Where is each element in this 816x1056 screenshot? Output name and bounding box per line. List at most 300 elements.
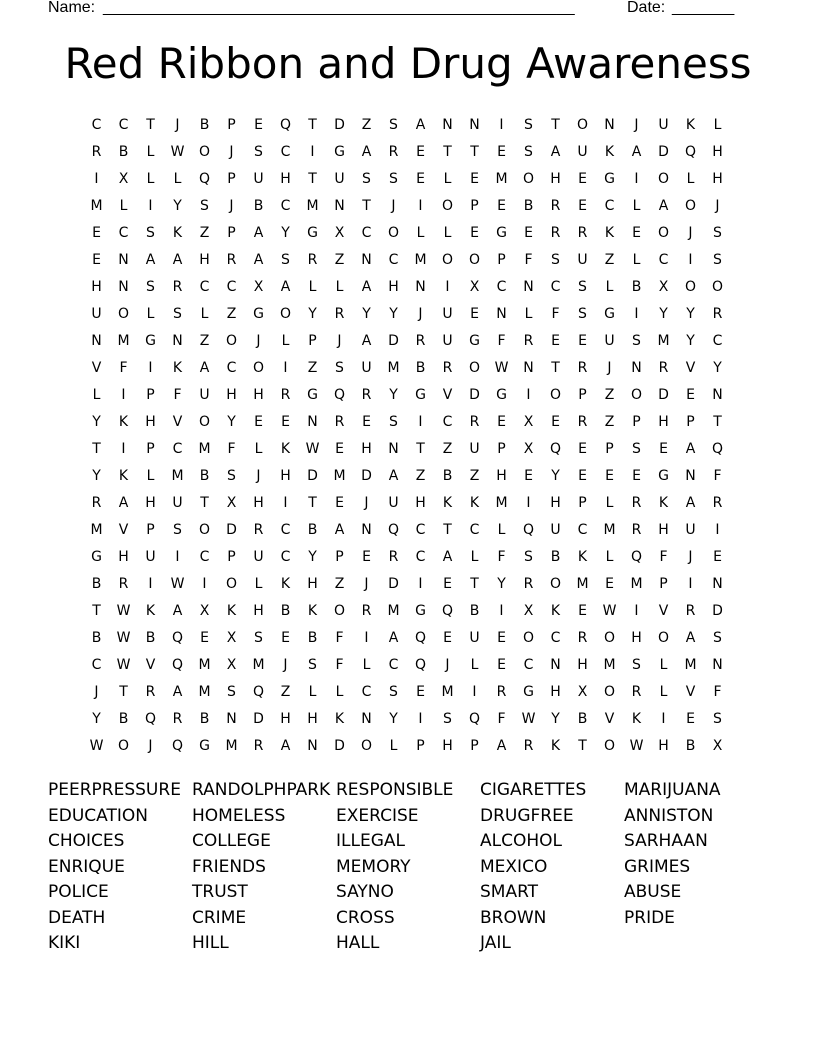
grid-letter: Q [333, 386, 346, 403]
grid-letter: R [226, 251, 237, 268]
grid-letter: N [415, 278, 426, 295]
grid-letter: V [91, 359, 102, 376]
word-bank-item: FRIENDS [192, 856, 266, 877]
word-bank-item: PRIDE [624, 907, 675, 928]
grid-letter: T [551, 116, 560, 133]
grid-letter: W [89, 738, 104, 755]
grid-letter: H [550, 170, 561, 187]
grid-letter: O [603, 630, 616, 647]
grid-letter: S [227, 467, 236, 484]
grid-letter: E [281, 630, 290, 647]
grid-letter: U [253, 549, 264, 566]
grid-letter: Q [144, 711, 157, 728]
grid-letter: Q [171, 630, 184, 647]
grid-letter: I [418, 413, 423, 430]
grid-letter: Q [171, 738, 184, 755]
grid-letter: K [442, 494, 453, 511]
grid-letter: E [632, 224, 641, 241]
grid-letter: M [576, 576, 589, 593]
grid-letter: N [550, 657, 561, 674]
grid-letter: P [578, 386, 587, 403]
grid-letter: R [523, 738, 534, 755]
word-bank-item: PEERPRESSURE [48, 780, 181, 800]
grid-letter: F [497, 549, 506, 566]
grid-letter: F [713, 684, 722, 701]
grid-letter: Z [415, 467, 426, 484]
grid-letter: B [415, 359, 426, 376]
grid-letter: D [388, 576, 399, 593]
grid-letter: B [118, 143, 129, 160]
grid-letter: O [684, 197, 697, 214]
grid-letter: P [146, 440, 155, 457]
grid-row [83, 489, 731, 516]
grid-letter: C [91, 116, 102, 133]
grid-letter: S [713, 630, 722, 647]
grid-letter: V [658, 603, 669, 620]
grid-letter: O [657, 224, 670, 241]
grid-letter: L [659, 684, 668, 701]
grid-letter: C [658, 251, 669, 268]
grid-letter: R [172, 711, 183, 728]
grid-letter: E [470, 224, 479, 241]
grid-letter: R [631, 684, 642, 701]
grid-letter: P [227, 224, 236, 241]
grid-letter: Y [92, 467, 101, 484]
grid-letter: G [415, 386, 426, 403]
grid-letter: E [416, 170, 425, 187]
grid-letter: D [658, 386, 669, 403]
grid-letter: A [361, 332, 372, 349]
grid-letter: C [442, 413, 453, 430]
grid-letter: U [361, 359, 372, 376]
grid-letter: L [416, 224, 425, 241]
grid-letter: K [172, 359, 183, 376]
grid-letter: V [145, 657, 156, 674]
grid-letter: R [91, 143, 102, 160]
grid-letter: N [523, 278, 534, 295]
grid-letter: G [604, 170, 615, 187]
grid-letter: R [415, 332, 426, 349]
grid-letter: S [146, 224, 155, 241]
grid-letter: L [92, 386, 101, 403]
grid-letter: W [116, 657, 131, 674]
grid-letter: B [118, 711, 129, 728]
grid-letter: A [361, 278, 372, 295]
grid-letter: F [659, 549, 668, 566]
grid-letter: K [658, 494, 669, 511]
grid-letter: T [200, 494, 209, 511]
grid-letter: B [442, 467, 453, 484]
grid-letter: O [360, 738, 373, 755]
grid-letter: S [281, 251, 290, 268]
grid-letter: H [226, 386, 237, 403]
grid-letter: P [497, 251, 506, 268]
grid-letter: S [362, 170, 371, 187]
grid-letter: I [310, 143, 315, 160]
word-bank-item: MARIJUANA [624, 780, 721, 800]
grid-letter: Y [92, 413, 101, 430]
grid-letter: J [229, 197, 234, 214]
grid-row [83, 652, 731, 679]
grid-letter: W [629, 738, 644, 755]
grid-letter: G [307, 386, 318, 403]
grid-letter: T [443, 143, 452, 160]
grid-row [83, 544, 731, 571]
grid-letter: E [497, 657, 506, 674]
grid-letter: J [418, 305, 423, 322]
grid-letter: P [146, 386, 155, 403]
grid-letter: H [307, 576, 318, 593]
grid-letter: U [442, 332, 453, 349]
grid-letter: A [685, 630, 696, 647]
grid-letter: O [387, 224, 400, 241]
grid-letter: U [685, 521, 696, 538]
grid-letter: S [551, 251, 560, 268]
grid-letter: I [283, 359, 288, 376]
grid-letter: E [470, 305, 479, 322]
grid-letter: E [200, 630, 209, 647]
grid-letter: T [308, 494, 317, 511]
grid-letter: K [172, 224, 183, 241]
word-bank-item: EDUCATION [48, 805, 148, 826]
grid-letter: M [603, 657, 616, 674]
grid-letter: F [227, 440, 236, 457]
grid-letter: H [253, 603, 264, 620]
grid-letter: Y [92, 711, 101, 728]
grid-letter: J [391, 197, 396, 214]
page-title: Red Ribbon and Drug Awareness [64, 39, 752, 88]
grid-letter: U [550, 521, 561, 538]
grid-letter: M [387, 603, 400, 620]
grid-letter: C [361, 684, 372, 701]
grid-letter: C [550, 278, 561, 295]
grid-letter: O [225, 332, 238, 349]
grid-letter: Q [684, 143, 697, 160]
word-bank-item: TRUST [192, 882, 248, 902]
grid-letter: C [604, 197, 615, 214]
grid-row [83, 273, 731, 300]
grid-letter: S [227, 684, 236, 701]
grid-letter: E [362, 413, 371, 430]
grid-letter: E [578, 603, 587, 620]
grid-letter: W [116, 630, 131, 647]
grid-row [83, 435, 731, 462]
grid-letter: E [605, 576, 614, 593]
grid-letter: E [524, 224, 533, 241]
grid-letter: H [577, 657, 588, 674]
grid-letter: J [715, 197, 720, 214]
grid-letter: H [145, 413, 156, 430]
grid-letter: E [281, 413, 290, 430]
grid-letter: J [634, 116, 639, 133]
grid-letter: C [118, 116, 129, 133]
grid-letter: S [524, 143, 533, 160]
grid-letter: K [685, 116, 696, 133]
grid-letter: T [470, 576, 479, 593]
grid-letter: O [468, 251, 481, 268]
grid-letter: E [713, 549, 722, 566]
grid-letter: N [307, 738, 318, 755]
grid-letter: F [497, 332, 506, 349]
grid-letter: E [443, 630, 452, 647]
grid-letter: B [280, 603, 291, 620]
grid-letter: K [280, 576, 291, 593]
grid-letter: P [686, 413, 695, 430]
grid-letter: Y [551, 467, 560, 484]
grid-letter: I [715, 521, 720, 538]
word-bank-item: JAIL [480, 933, 511, 953]
grid-letter: U [577, 143, 588, 160]
grid-letter: U [388, 494, 399, 511]
grid-letter: E [605, 467, 614, 484]
grid-letter: Y [686, 305, 695, 322]
grid-letter: H [307, 711, 318, 728]
word-search-grid [83, 111, 731, 760]
grid-letter: M [333, 467, 346, 484]
grid-letter: C [199, 278, 210, 295]
grid-letter: U [253, 170, 264, 187]
grid-letter: H [496, 467, 507, 484]
grid-row [83, 192, 731, 219]
grid-letter: U [91, 305, 102, 322]
grid-letter: B [469, 603, 480, 620]
grid-letter: J [256, 332, 261, 349]
grid-letter: N [442, 116, 453, 133]
grid-letter: I [634, 305, 639, 322]
grid-letter: F [497, 711, 506, 728]
grid-letter: U [145, 549, 156, 566]
grid-letter: L [119, 197, 128, 214]
grid-letter: A [685, 494, 696, 511]
word-bank-item: GRIMES [624, 856, 691, 877]
grid-letter: R [550, 197, 561, 214]
grid-letter: I [121, 440, 126, 457]
grid-letter: E [497, 630, 506, 647]
grid-letter: S [443, 711, 452, 728]
grid-letter: O [279, 305, 292, 322]
grid-letter: Z [604, 386, 615, 403]
grid-letter: U [658, 116, 669, 133]
grid-letter: R [118, 576, 129, 593]
grid-letter: N [631, 359, 642, 376]
grid-letter: X [226, 630, 237, 647]
grid-letter: R [388, 143, 399, 160]
grid-letter: L [470, 657, 479, 674]
grid-letter: R [577, 359, 588, 376]
grid-letter: T [146, 116, 155, 133]
grid-letter: H [91, 278, 102, 295]
grid-letter: B [685, 738, 696, 755]
grid-letter: S [524, 549, 533, 566]
grid-letter: V [172, 413, 183, 430]
grid-letter: A [388, 630, 399, 647]
grid-letter: Z [334, 251, 345, 268]
grid-letter: T [578, 738, 587, 755]
grid-letter: E [578, 440, 587, 457]
grid-letter: E [254, 413, 263, 430]
grid-letter: M [414, 251, 427, 268]
grid-letter: B [91, 576, 102, 593]
grid-letter: I [688, 251, 693, 268]
grid-letter: T [308, 116, 317, 133]
grid-letter: M [117, 332, 130, 349]
grid-letter: X [712, 738, 723, 755]
grid-letter: S [389, 684, 398, 701]
grid-letter: A [658, 197, 669, 214]
grid-letter: J [364, 494, 369, 511]
grid-letter: O [198, 143, 211, 160]
grid-letter: N [712, 576, 723, 593]
grid-letter: E [92, 224, 101, 241]
grid-letter: E [335, 440, 344, 457]
grid-letter: R [577, 224, 588, 241]
grid-row [83, 625, 731, 652]
grid-letter: U [199, 386, 210, 403]
grid-letter: U [469, 440, 480, 457]
grid-letter: N [361, 711, 372, 728]
grid-letter: Y [686, 332, 695, 349]
word-bank-column [48, 778, 192, 957]
grid-letter: P [578, 494, 587, 511]
grid-letter: D [469, 386, 480, 403]
grid-letter: Q [414, 630, 427, 647]
grid-letter: C [388, 251, 399, 268]
grid-letter: R [685, 603, 696, 620]
grid-letter: R [361, 603, 372, 620]
grid-letter: H [118, 549, 129, 566]
grid-letter: K [469, 494, 480, 511]
grid-letter: D [253, 711, 264, 728]
grid-letter: X [523, 603, 534, 620]
grid-letter: A [496, 738, 507, 755]
grid-letter: J [256, 467, 261, 484]
grid-row [83, 706, 731, 733]
grid-letter: Y [713, 359, 722, 376]
grid-letter: Q [441, 603, 454, 620]
grid-row [83, 516, 731, 543]
grid-row [83, 598, 731, 625]
grid-letter: L [146, 305, 155, 322]
grid-letter: Q [252, 684, 265, 701]
grid-letter: I [121, 386, 126, 403]
grid-letter: S [173, 521, 182, 538]
grid-letter: K [307, 603, 318, 620]
grid-letter: I [445, 278, 450, 295]
grid-letter: E [335, 494, 344, 511]
grid-letter: D [658, 143, 669, 160]
grid-letter: G [469, 332, 480, 349]
grid-letter: D [307, 467, 318, 484]
grid-letter: R [523, 332, 534, 349]
grid-letter: O [117, 738, 130, 755]
grid-letter: L [389, 738, 398, 755]
grid-row [83, 679, 731, 706]
grid-row [83, 354, 731, 381]
grid-letter: H [280, 170, 291, 187]
grid-letter: E [551, 332, 560, 349]
word-bank-column [336, 778, 480, 957]
grid-letter: R [631, 521, 642, 538]
word-bank-item: ABUSE [624, 882, 682, 902]
grid-letter: I [472, 684, 477, 701]
grid-letter: Z [334, 576, 345, 593]
grid-letter: P [308, 332, 317, 349]
grid-letter: G [253, 305, 264, 322]
grid-letter: P [335, 549, 344, 566]
grid-letter: I [688, 576, 693, 593]
grid-letter: L [200, 305, 209, 322]
grid-letter: E [578, 170, 587, 187]
grid-letter: Z [199, 332, 210, 349]
grid-row [83, 111, 731, 138]
grid-letter: O [657, 170, 670, 187]
grid-row [83, 138, 731, 165]
grid-letter: F [335, 657, 344, 674]
grid-letter: J [175, 116, 180, 133]
grid-row [83, 408, 731, 435]
grid-letter: S [632, 657, 641, 674]
grid-letter: A [631, 143, 642, 160]
word-bank-item: MEXICO [480, 856, 548, 877]
word-bank-item: KIKI [48, 933, 81, 953]
grid-letter: M [603, 521, 616, 538]
grid-letter: Q [171, 657, 184, 674]
grid-letter: M [441, 684, 454, 701]
grid-letter: M [630, 576, 643, 593]
grid-letter: Y [389, 711, 398, 728]
grid-letter: I [418, 711, 423, 728]
grid-letter: R [307, 251, 318, 268]
grid-letter: A [280, 278, 291, 295]
grid-letter: L [605, 549, 614, 566]
word-bank-item: HALL [336, 933, 380, 953]
grid-letter: P [227, 116, 236, 133]
grid-letter: L [254, 576, 263, 593]
grid-letter: M [684, 657, 697, 674]
grid-letter: W [521, 711, 536, 728]
grid-letter: Q [468, 711, 481, 728]
grid-letter: T [470, 143, 479, 160]
grid-letter: E [578, 197, 587, 214]
grid-letter: G [145, 332, 156, 349]
grid-letter: E [551, 413, 560, 430]
grid-letter: Q [711, 440, 724, 457]
word-bank-item: HILL [192, 933, 229, 953]
grid-letter: G [199, 738, 210, 755]
grid-letter: K [118, 413, 129, 430]
grid-letter: H [415, 494, 426, 511]
grid-letter: Q [198, 170, 211, 187]
grid-letter: C [172, 440, 183, 457]
grid-letter: Q [414, 657, 427, 674]
grid-letter: M [90, 197, 103, 214]
grid-letter: E [362, 549, 371, 566]
grid-letter: O [333, 603, 346, 620]
grid-letter: E [578, 332, 587, 349]
grid-letter: W [602, 603, 617, 620]
grid-letter: L [335, 684, 344, 701]
grid-letter: D [334, 116, 345, 133]
grid-letter: S [389, 413, 398, 430]
grid-letter: M [657, 332, 670, 349]
grid-letter: Y [497, 576, 506, 593]
grid-letter: S [254, 630, 263, 647]
word-bank-item: CIGARETTES [480, 780, 587, 800]
grid-letter: O [684, 278, 697, 295]
grid-letter: R [91, 494, 102, 511]
grid-letter: U [172, 494, 183, 511]
grid-letter: I [499, 116, 504, 133]
